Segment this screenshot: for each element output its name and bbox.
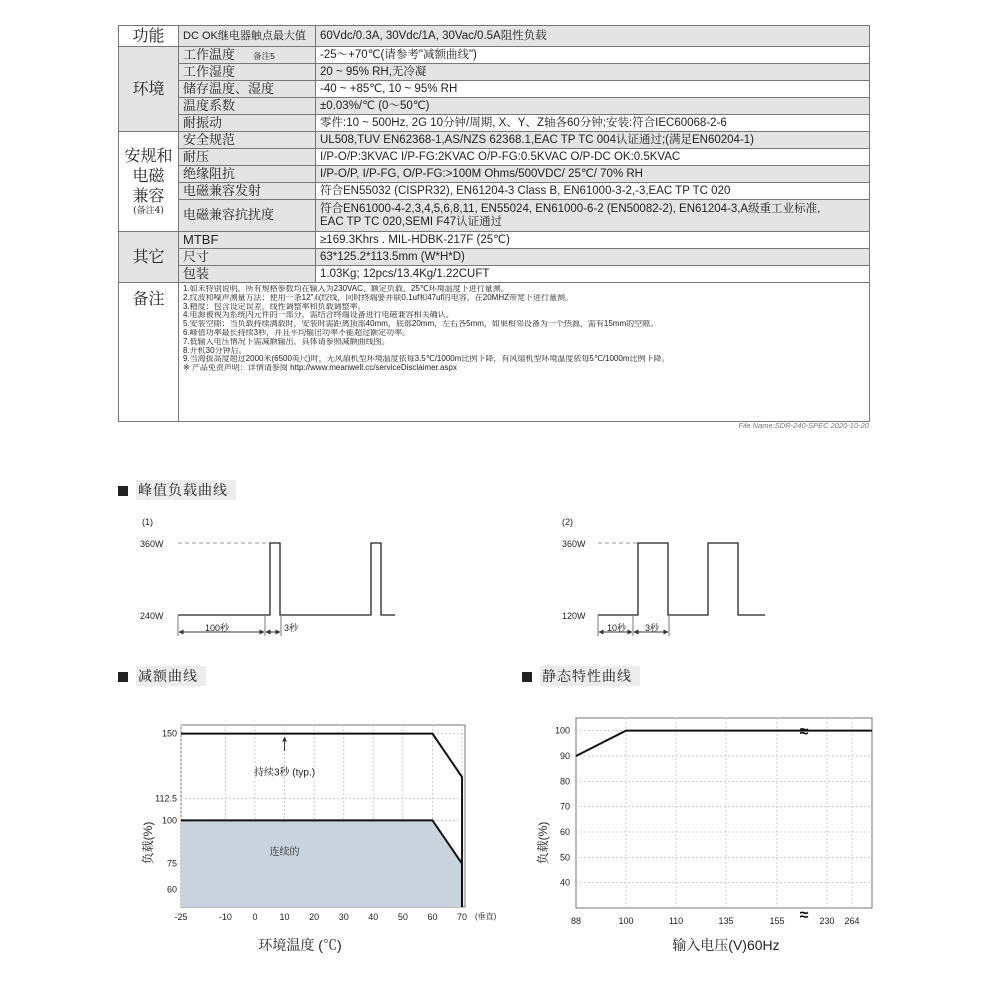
high-level-label: 360W [140, 539, 164, 549]
x-axis-label: 环境温度 (℃) [258, 937, 342, 953]
x-tick-label: 100 [618, 916, 634, 926]
spec-label: 绝缘阻抗 [179, 166, 316, 183]
file-name: File Name:SDR-240-SPEC 2020-10-20 [738, 421, 869, 430]
spec-value-line: 符合EN61000-4-2,3,4,5,6,8,11, EN55024, EN61000-6-2 (EN50082-2), EN61204-3,A级重工业标准, [320, 202, 821, 215]
annotation-peak: 持续3秒 (typ.) [253, 767, 316, 779]
spec-value-line: EAC TP TC 020,SEMI F47认证通过 [320, 215, 503, 228]
peak-load-chart-2 [562, 517, 765, 636]
plot-frame [576, 718, 872, 908]
note-item: 2.纹波和噪声测量方法：使用一条12"双绞线，同时终端要并联0.1uf和47uf的电容，在20MHZ带宽下进行量测。 [183, 293, 573, 302]
spec-value: ±0.03%/℃ (0～50℃) [316, 98, 870, 115]
x-tick-label: 20 [309, 912, 320, 922]
spec-value: ≥169.3Khrs . MIL-HDBK-217F (25℃) [316, 232, 870, 249]
y-tick-label: 60 [559, 827, 570, 837]
spec-label: 包装 [179, 266, 316, 283]
x-tick-label: 70 [457, 912, 468, 922]
axis-break-mark-line: ≈ [799, 723, 809, 741]
note-item: 4.电源被视为系统内元件的一部分，需结合终端设备进行电磁兼容相关确认。 [183, 311, 454, 320]
spec-label: 电磁兼容抗扰度 [179, 200, 316, 232]
x-tick-label: 40 [368, 912, 379, 922]
note-item: ※ 产品免责声明：详情请参阅 http://www.meanwell.cc/serviceDisclaimer.aspx [183, 364, 457, 373]
peak-waveform [178, 543, 395, 615]
note-item: 9.当海拔高度超过2000米(6500英尺)时，无风扇机型环境温度依每3.5℃/1000m比例下降，有风扇机型环境温度依每5℃/1000m比例下降。 [183, 355, 670, 364]
spec-value: I/P-O/P:3KVAC I/P-FG:2KVAC O/P-FG:0.5KVAC O/P-DC OK:0.5KVAC [316, 149, 870, 166]
spec-label: 工作温度 备注5 [179, 47, 316, 64]
dim-label: 100秒 [205, 623, 230, 633]
spec-value: -25～+70℃(请参考"减额曲线") [316, 47, 870, 64]
category-line: 兼容 [132, 185, 165, 205]
spec-label: 工作湿度 [179, 64, 316, 81]
x-tick-label: 88 [570, 916, 582, 926]
spec-label: 安全规范 [179, 132, 316, 149]
axis-break-mark-x: ≈ [799, 907, 809, 924]
category-note: (备注4) [133, 205, 164, 216]
spec-value: 1.03Kg; 12pcs/13.4Kg/1.22CUFT [316, 266, 870, 283]
x-tick-label: 10 [279, 912, 290, 922]
high-level-label: 360W [562, 539, 586, 549]
chart-index: (2) [562, 517, 573, 527]
note-item: 3.精度：包含设定误差，线性调整率和负载调整率。 [183, 302, 366, 311]
spec-value: UL508,TUV EN62368-1,AS/NZS 62368.1,EAC TP TC 004认证通过;(满足EN60204-1) [316, 132, 870, 149]
dim-label: 10秒 [607, 623, 627, 633]
x-tick-label: 50 [397, 912, 408, 922]
y-tick-label: 60 [166, 884, 177, 895]
category-environment: 环境 [119, 47, 179, 132]
spec-label: 储存温度、湿度 [179, 81, 316, 98]
spec-value: 60Vdc/0.3A, 30Vdc/1A, 30Vac/0.5A阻性负载 [316, 26, 870, 47]
note-item: 6.峰值功率最长持续3秒，并且平均输出功率不能超过额定功率。 [183, 328, 411, 337]
y-tick-label: 40 [559, 877, 570, 888]
category-others: 其它 [119, 232, 179, 283]
spec-value: -40 ~ +85℃, 10 ~ 95% RH [316, 81, 870, 98]
note-item: 1.如未特别说明，所有规格参数均在输入为230VAC、额定负载、25℃环境温度下进行量测。 [183, 285, 509, 293]
x-tick-label: 135 [718, 916, 734, 926]
x-tick-label: -25 [174, 912, 188, 922]
note-ref: 备注5 [253, 50, 275, 61]
y-axis-label: 负载(%) [536, 821, 550, 865]
spec-label: 温度系数 [179, 98, 316, 115]
spec-label: 耐压 [179, 149, 316, 166]
y-axis-label: 负载(%) [141, 821, 155, 865]
note-item: 8.开机30分钟后。 [183, 346, 247, 355]
spec-label: DC OK继电器触点最大值 [179, 26, 316, 47]
spec-label: 尺寸 [179, 249, 316, 266]
spec-value: 符合EN55032 (CISPR32), EN61204-3 Class B, EN61000-3-2,-3,EAC TP TC 020 [316, 183, 870, 200]
y-tick-label: 50 [559, 852, 570, 863]
category-line: 电磁 [132, 165, 165, 185]
x-tick-label: 155 [769, 916, 785, 926]
y-tick-label: 90 [559, 751, 570, 761]
x-tick-label: 0 [252, 912, 258, 922]
spec-value: I/P-O/P, I/P-FG, O/P-FG:>100M Ohms/500VDC/ 25℃/ 70% RH [316, 166, 870, 183]
y-tick-label: 150 [161, 728, 177, 739]
x-tick-label: 30 [338, 912, 349, 922]
peak-load-chart-1 [140, 517, 395, 636]
spec-label: MTBF [179, 232, 316, 249]
section-title-text: 静态特性曲线 [540, 666, 640, 686]
continuous-area [181, 820, 462, 907]
section-title-text: 减额曲线 [136, 666, 206, 686]
static-chart [535, 718, 872, 953]
y-tick-label: 100 [161, 815, 177, 826]
y-tick-label: 80 [559, 776, 570, 787]
annotation-continuous: 连续的 [269, 847, 300, 858]
spec-value: 零件:10 ~ 500Hz, 2G 10分钟/周期, X、Y、Z轴各60分钟;安装:符合IEC60068-2-6 [316, 115, 870, 132]
derating-chart [140, 725, 497, 953]
peak-waveform [598, 543, 765, 615]
x-tick-label: -10 [218, 912, 232, 922]
x-unit-label: (垂直) [475, 912, 497, 921]
category-function: 功能 [119, 26, 179, 47]
y-tick-label: 112.5 [155, 793, 177, 804]
section-title-text: 峰值负载曲线 [136, 480, 236, 500]
y-tick-label: 75 [166, 858, 177, 869]
y-tick-label: 70 [559, 801, 570, 812]
x-tick-label: 264 [844, 916, 860, 926]
category-notes: 备注 [119, 283, 179, 422]
y-tick-label: 100 [554, 725, 570, 736]
low-level-label: 240W [140, 611, 164, 621]
spec-label: 耐振动 [179, 115, 316, 132]
spec-value: 63*125.2*113.5mm (W*H*D) [316, 249, 870, 266]
note-item: 7.低输入电压情况下需减额输出，具体请参照减额曲线图。 [183, 337, 390, 346]
dim-label: 3秒 [645, 623, 660, 633]
x-tick-label: 110 [668, 916, 684, 926]
x-tick-label: 230 [819, 916, 835, 926]
note-item: 5.安装空隙：当负载持续满载时，安装时需距离顶部40mm，底部20mm，左右各5mm，如果相邻设备为一个热源，需有15mm的空隙。 [183, 320, 659, 329]
chart-index: (1) [142, 517, 153, 527]
low-level-label: 120W [562, 611, 586, 621]
spec-value: 20 ~ 95% RH,无冷凝 [316, 64, 870, 81]
x-tick-label: 60 [427, 912, 438, 922]
dim-label: 3秒 [284, 623, 299, 633]
spec-label: 电磁兼容发射 [179, 183, 316, 200]
category-line: 安规和 [124, 145, 173, 165]
x-axis-label: 输入电压(V)60Hz [672, 937, 780, 953]
